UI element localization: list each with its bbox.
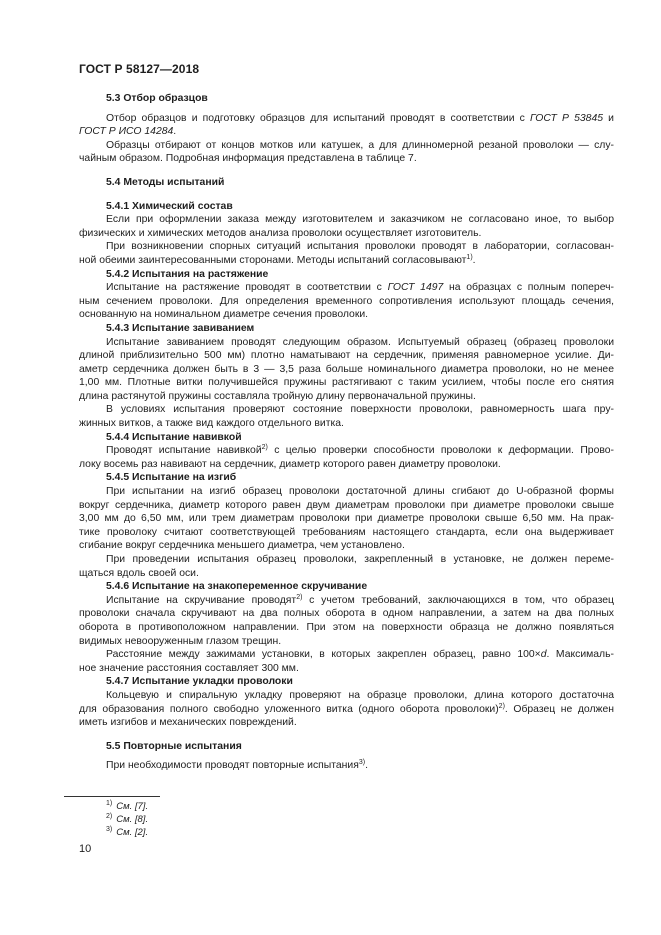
footnote-ref-1: 1) [466, 253, 473, 261]
section-5-4-2-title: 5.4.2 Испытания на растяжение [106, 268, 269, 280]
section-5-4-5-paragraph-1: При испытании на изгиб образец проволоки достаточной длины сгибают до U-образной формы вокруг сердечника, диаметр которого равен двум диаметрам проволоки при диаметре проволоки свыше 3,00 мм до 6,50 мм, или трем диаметрам проволоки при диаметре проволоки свыше 6,50 мм. На прак- тике проволоку считают соответствующей требованиям настоящего стандарта, если она выдерживает сгибание вокруг сердечника меньшего диаметра, чем установлено. [79, 486, 614, 552]
section-5-4-3-paragraph-2: В условиях испытания проверяют состояние поверхности проволоки, равномерность шага пру- жинных витков, а также вид каждого отдельного витка. [79, 404, 614, 430]
section-5-4-1-paragraph-1: Если при оформлении заказа между изготовителем и заказчиком не согласовано иное, то выбор физических и химических методов анализа проволоки осуществляет изготовитель. [79, 214, 614, 239]
section-5-4-title: 5.4 Методы испытаний [106, 176, 225, 188]
section-5-3-paragraph-2: Образцы отбирают от концов мотков или катушек, а для длинномерной резаной проволоки — слу- чайным образом. Подробная информация представлена в таблице 7. [79, 139, 614, 165]
section-5-4-3-title: 5.4.3 Испытание завиванием [106, 322, 255, 334]
section-5-4-1-title: 5.4.1 Химический состав [106, 200, 233, 212]
section-5-5-paragraph-1: При необходимости проводят повторные испытания$^{3)}$. [106, 759, 368, 772]
section-5-3-title: 5.3 Отбор образцов [106, 93, 208, 104]
page-number: 10 [79, 843, 92, 855]
footnote-ref-2: 2) [498, 702, 505, 710]
section-5-4-2-paragraph-1: Испытание на растяжение проводят в соответствии с ГОСТ 1497 на образцах с полным попереч- ным сечением проволоки. Для определения временного сопротивления используют площадь сечения, основанную на номинальном диаметре сечения проволоки. [79, 282, 615, 321]
section-5-4-5-paragraph-2: При проведении испытания образец проволоки, закрепленный в установке, не должен переме- щаться вдоль своей оси. [79, 554, 614, 579]
footnote-ref-3: 3) [358, 759, 366, 767]
footnote-1: $^{1)}$ См. [7]. [106, 800, 149, 812]
section-5-4-7-paragraph-1: Кольцевую и спиральную укладку проверяют на образце проволоки, длина которого достаточна для образования полного свободно уложенного витка (одного оборота проволоки)$^{2)}$. Образец не должен иметь изгибов и механических повреждений. [79, 689, 615, 729]
page-body [79, 92, 614, 773]
document-header: ГОСТ Р 58127—2018 [79, 62, 200, 76]
section-5-4-7-title: 5.4.7 Испытание укладки проволоки [106, 676, 293, 688]
footnote-ref-2: 2) [296, 593, 303, 601]
section-5-4-1-paragraph-2: При возникновении спорных ситуаций испытания проволоки проводят в лаборатории, согласован- ной обеими заинтересованными сторонами. Методы испытаний согласовывают$^{1)}$. [79, 241, 614, 266]
section-5-3-paragraph-1: Отбор образцов и подготовку образцов для испытаний проводят в соответствии с ГОСТ Р 53845 и ГОСТ Р ИСО 14284. [79, 112, 614, 138]
footnote-ref-2: 2) [261, 444, 268, 452]
footnote-2: $^{2)}$ См. [8]. [106, 813, 149, 825]
gost-r-53845-ref: ГОСТ Р 53845 [530, 112, 604, 124]
footnote-3: $^{3)}$ См. [2]. [106, 826, 149, 838]
section-5-4-4-title: 5.4.4 Испытание навивкой [106, 431, 242, 443]
gost-1497-ref: ГОСТ 1497 [387, 282, 444, 294]
section-5-5-title: 5.5 Повторные испытания [106, 740, 242, 752]
section-5-4-3-paragraph-1: Испытание завиванием проводят следующим образом. Испытуемый образец (образец проволоки длиной приблизительно 500 мм) плотно наматывают на сердечник, применяя равномерное усилие. Ди- аметр сердечника должен быть в 3 — 3,5 раза больше номинального диаметра проволоки, но не менее 1,00 мм. Плотные витки получившейся пружины растягивают с таким усилием, чтобы после его снятия длина растянутой пружины составляла тройную длину первоначальной пружины. [79, 336, 614, 402]
section-5-4-4-paragraph-1: Проводят испытание навивкой$^{2)}$ с целью проверки способности проволоки к деформации. Прово- локу восемь раз навивают на сердечник, диаметр которого равен диаметру проволоки. [79, 444, 614, 470]
section-5-4-5-title: 5.4.5 Испытание на изгиб [106, 472, 237, 484]
section-5-4-6-title: 5.4.6 Испытание на знакопеременное скручивание [106, 581, 368, 593]
gost-r-iso-14284-ref: ГОСТ Р ИСО 14284 [79, 126, 174, 138]
section-5-4-6-paragraph-1: Испытание на скручивание проводят$^{2)}$ с учетом требований, заключающихся в том, что образец проволоки сначала скручивают на два полных оборота в одном направлении, а затем на два полных оборота в противоположном направлении. При этом на поверхности образца не должно появляться видимых невооруженным глазом трещин. [79, 593, 614, 647]
footnote-separator [64, 796, 160, 797]
section-5-4-6-paragraph-2: Расстояние между зажимами установки, в которых закреплен образец, равно 100×d. Максималь- ное значение расстояния составляет 300 мм. [79, 649, 614, 674]
